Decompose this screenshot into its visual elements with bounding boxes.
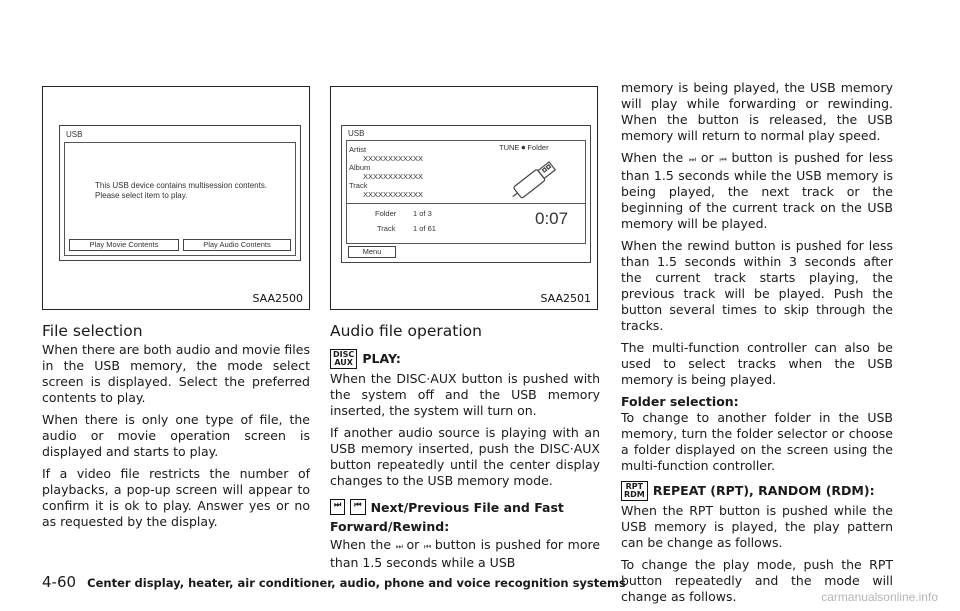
aux-badge-text: AUX <box>334 357 353 367</box>
paragraph: To change to another folder in the USB memory, turn the folder selector or choose a folder displayed on the screen using the multi-function controller. <box>621 410 893 473</box>
paragraph: The multi-function controller can also be used to select tracks when the USB memory is being played. <box>621 340 893 387</box>
artist-label: Artist <box>349 145 367 154</box>
play-subheading <box>330 348 600 369</box>
text-fragment: When the <box>330 536 392 552</box>
column-3 <box>621 80 893 611</box>
text-fragment: When the <box>621 150 684 165</box>
tune-folder-indicator: TUNE ⏺ Folder <box>499 143 549 152</box>
rdm-badge-text: RDM <box>624 489 645 499</box>
multisession-message: This USB device contains multisession contents. Please select item to play. <box>95 181 268 200</box>
seek-forward-button-icon: ⏭ <box>330 499 345 515</box>
section-heading-audio-file-operation: Audio file operation <box>330 322 482 340</box>
rpt-rdm-button-icon <box>621 481 648 501</box>
usb-audio-screen-illustration <box>341 125 591 263</box>
paragraph: When the rewind button is pushed for less than 1.5 seconds within 3 seconds after the current track starts playing, the previous track will be played. Push the button several times to skip through the tracks. <box>621 238 893 333</box>
page-footer <box>42 572 626 591</box>
usb-screen-illustration <box>59 125 301 261</box>
next-previous-subheading <box>330 497 600 535</box>
track-label: Track <box>349 181 368 190</box>
play-audio-contents-button[interactable]: Play Audio Contents <box>183 239 291 251</box>
track-number-value: 1 of 61 <box>413 224 436 233</box>
paragraph: When the DISC·AUX button is pushed with the system off and the USB memory inserted, the system will turn on. <box>330 370 600 418</box>
playback-time: 0:07 <box>535 209 569 228</box>
column-2 <box>330 86 601 570</box>
screen-title: USB <box>66 130 83 139</box>
file-selection-body <box>42 342 310 536</box>
screen-info-panel <box>346 140 586 244</box>
folder-selection-heading: Folder selection: <box>621 394 739 409</box>
paragraph: When there are both audio and movie files in the USB memory, the mode select screen is displayed. Select the preferred contents to play. <box>42 342 310 405</box>
track-number-label: Track <box>377 224 396 233</box>
play-label: PLAY: <box>362 351 401 366</box>
figure-usb-audio-screen <box>330 86 598 310</box>
paragraph: If another audio source is playing with an USB memory inserted, push the DISC·AUX button repeatedly until the center display changes to the USB memory mode. <box>330 424 600 488</box>
column-1 <box>42 86 310 529</box>
repeat-random-subheading <box>621 480 893 501</box>
folder-value: 1 of 3 <box>413 209 432 218</box>
paragraph: When the RPT button is pushed while the USB memory is played, the play pattern can be change as follows. <box>621 502 893 550</box>
text-fragment: or <box>700 150 714 165</box>
audio-file-operation-body <box>330 348 600 577</box>
text-fragment: or <box>406 536 420 552</box>
text-fragment: button is pushed for less than 1.5 seconds while the USB memory is being played, the next track or the beginning of the current track on the USB memory will be played. <box>621 150 893 231</box>
chapter-title: Center display, heater, air conditioner, audio, phone and voice recognition systems <box>87 576 626 590</box>
paragraph: If a video file restricts the number of playbacks, a pop-up screen will appear to confirm it is ok to play. Answer yes or no as requested by the display. <box>42 466 310 529</box>
screen-title: USB <box>348 129 365 138</box>
usb-stick-icon <box>507 155 567 203</box>
paragraph <box>330 537 600 571</box>
page-number: 4-60 <box>42 573 77 591</box>
next-previous-label: Next/Previous File and Fast Forward/Rewind: <box>330 499 564 534</box>
figure-id: SAA2501 <box>540 292 591 305</box>
play-movie-contents-button[interactable]: Play Movie Contents <box>69 239 179 251</box>
seek-forward-icon: ⏭ <box>395 541 402 551</box>
disc-badge-text: DISC <box>333 349 355 359</box>
figure-id: SAA2500 <box>252 292 303 305</box>
paragraph <box>621 150 893 232</box>
rpt-badge-text: RPT <box>625 481 644 491</box>
paragraph: When there is only one type of file, the audio or movie operation screen is displayed and starts to play. <box>42 412 310 459</box>
album-value: XXXXXXXXXXXX <box>363 172 424 181</box>
text-fragment: button is pushed for more than 1.5 seconds while a USB <box>330 536 601 570</box>
info-divider <box>347 203 585 204</box>
seek-forward-icon: ⏭ <box>688 155 696 164</box>
menu-button[interactable]: Menu <box>348 246 396 258</box>
seek-back-icon: ⏮ <box>423 541 431 551</box>
repeat-random-label: REPEAT (RPT), RANDOM (RDM): <box>652 483 875 498</box>
watermark: carmanualsonline.info <box>821 590 938 604</box>
artist-value: XXXXXXXXXXXX <box>363 154 424 163</box>
figure-usb-mode-select <box>42 86 310 310</box>
disc-aux-button-icon <box>330 349 357 369</box>
seek-back-button-icon: ⏮ <box>350 499 365 515</box>
section-heading-file-selection: File selection <box>42 322 143 340</box>
track-value: XXXXXXXXXXXX <box>363 190 424 199</box>
folder-label: Folder <box>375 209 397 218</box>
paragraph: To change the play mode, push the RPT button repeatedly and the mode will change as follows. <box>621 556 893 604</box>
paragraph: memory is being played, the USB memory will play while forwarding or rewinding. When the button is released, the USB memory will return to normal play speed. <box>621 80 893 143</box>
album-label: Album <box>349 163 371 172</box>
screen-inner-panel <box>64 142 296 256</box>
seek-back-icon: ⏮ <box>719 155 726 164</box>
